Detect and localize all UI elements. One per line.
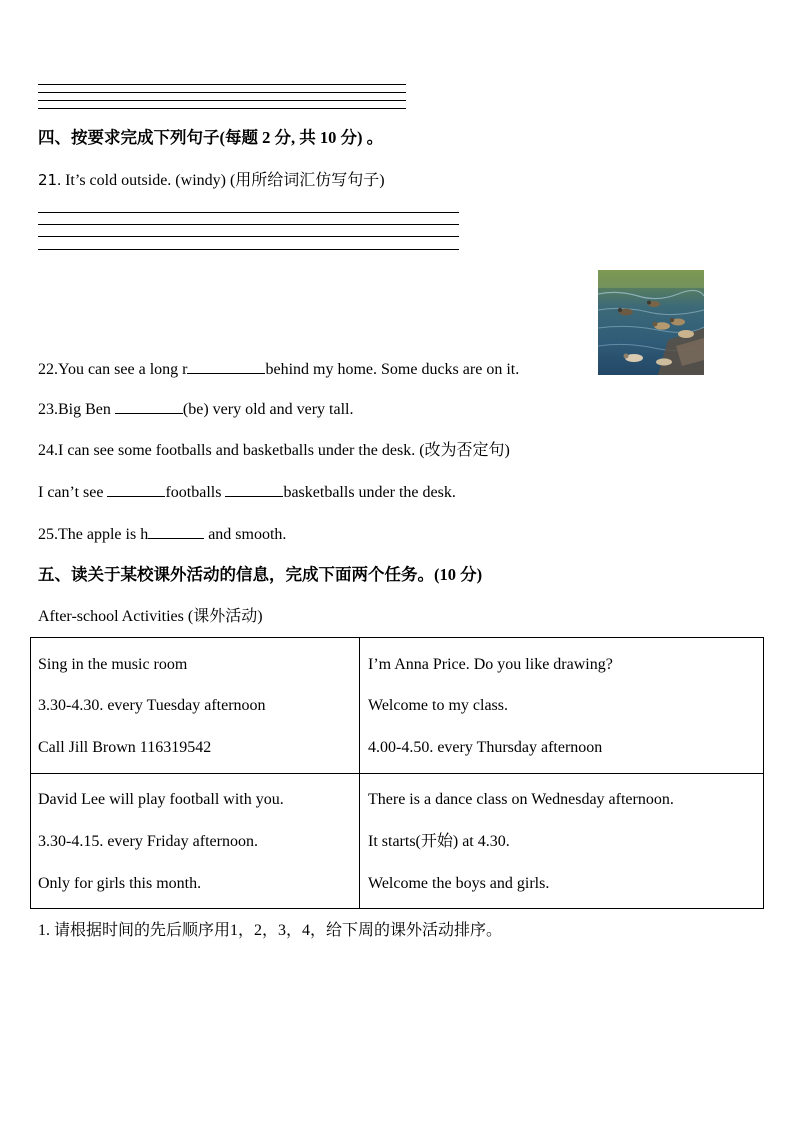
section-5-heading: 五、读关于某校课外活动的信息，完成下面两个任务。(10 分) — [38, 565, 483, 584]
question-25 — [38, 524, 286, 545]
table-cell-line: Welcome to my class. — [368, 697, 509, 714]
answer-line — [38, 84, 406, 85]
answer-blank[interactable] — [225, 482, 283, 497]
answer-line — [38, 100, 406, 101]
table-cell-line: Welcome the boys and girls. — [368, 875, 550, 892]
table-cell-line: It starts(开始) at 4.30. — [368, 833, 510, 850]
pond-with-ducks-photo — [598, 270, 704, 375]
question-22-suffix: behind my home. Some ducks are on it. — [265, 361, 520, 378]
question-24-answer — [38, 482, 456, 503]
table-cell-line: Call Jill Brown 116319542 — [38, 739, 212, 756]
table-cell-line: David Lee will play football with you. — [38, 791, 284, 808]
question-25-suffix: and smooth. — [204, 526, 287, 543]
question-23-prefix: 23.Big Ben — [38, 401, 115, 418]
question-24-answer-middle: footballs — [165, 484, 226, 501]
task-1: 1. 请根据时间的先后顺序用1，2，3，4，给下周的课外活动排序。 — [38, 922, 503, 939]
question-22 — [38, 359, 519, 380]
answer-line — [38, 236, 459, 237]
table-cell-line: I’m Anna Price. Do you like drawing? — [368, 656, 613, 673]
question-23 — [38, 399, 354, 420]
activities-table — [30, 637, 764, 909]
table-cell-line: There is a dance class on Wednesday afternoon. — [368, 791, 674, 808]
question-21 — [38, 170, 385, 191]
question-24: 24.I can see some footballs and basketballs under the desk. (改为否定句) — [38, 442, 510, 459]
answer-line — [38, 212, 459, 213]
answer-line — [38, 108, 406, 109]
question-24-answer-suffix: basketballs under the desk. — [283, 484, 456, 501]
table-cell-line: Only for girls this month. — [38, 875, 202, 892]
answer-line — [38, 92, 406, 93]
table-divider — [31, 773, 763, 774]
question-23-suffix: (be) very old and very tall. — [182, 401, 354, 418]
section-4-heading: 四、按要求完成下列句子(每题 2 分, 共 10 分) 。 — [38, 128, 384, 147]
table-cell-line: 3.30-4.30. every Tuesday afternoon — [38, 697, 266, 714]
table-cell-line: 4.00-4.50. every Thursday afternoon — [368, 739, 603, 756]
question-25-prefix: 25.The apple is h — [38, 526, 149, 543]
answer-blank[interactable] — [115, 399, 183, 414]
table-cell-line: Sing in the music room — [38, 656, 188, 673]
answer-blank[interactable] — [148, 524, 204, 539]
answer-blank[interactable] — [187, 359, 265, 374]
question-24-answer-prefix: I can’t see — [38, 484, 108, 501]
activities-subtitle: After-school Activities (课外活动) — [38, 608, 263, 625]
question-21-number: 21 — [38, 171, 58, 189]
question-22-prefix: 22.You can see a long r — [38, 361, 188, 378]
answer-line — [38, 249, 459, 250]
answer-blank[interactable] — [107, 482, 165, 497]
table-cell-line: 3.30-4.15. every Friday afternoon. — [38, 833, 258, 850]
question-21-text: . It’s cold outside. (windy) (用所给词汇仿写句子) — [57, 172, 385, 189]
answer-line — [38, 224, 459, 225]
